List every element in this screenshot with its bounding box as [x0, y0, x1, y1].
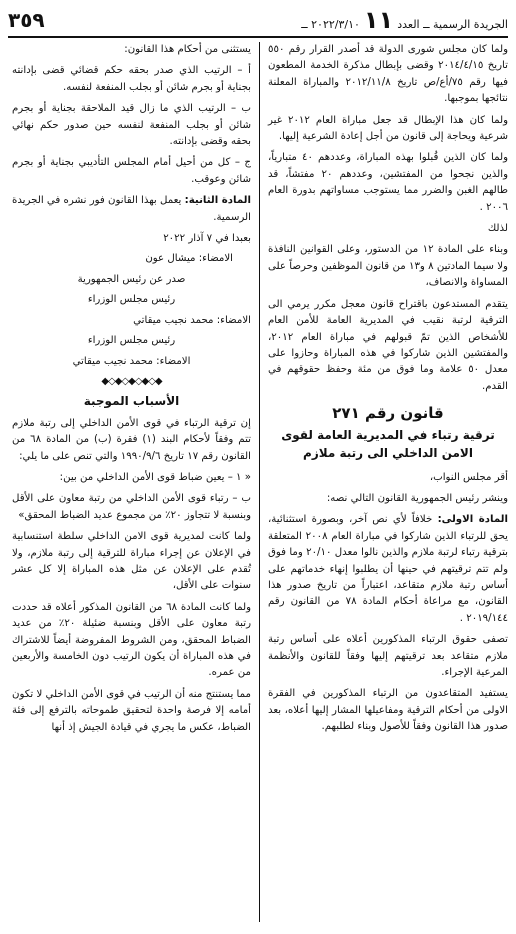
paragraph: ولما كان مجلس شورى الدولة قد أصدر القرار رقم ٥٥٠ تاريخ ٢٠١٤/٤/١٥ وقضى بإبطال مذكرة الخدمة المطعون فيها رقم ٧٥/أع/ص تاريخ ٢٠١٢/١١/٨ والمباراة المعلنة نتائجها بموجبها. [268, 44, 508, 105]
signature: الامضاء: محمد نجيب ميقاتي [133, 314, 251, 326]
signature: الامضاء: محمد نجيب ميقاتي [72, 355, 191, 367]
pm-title: رئيس مجلس الوزراء [87, 294, 176, 306]
article-2 [12, 193, 251, 226]
preamble: وينشر رئيس الجمهورية القانون التالي نصه: [326, 492, 508, 504]
article-text: يعمل بهذا القانون فور نشره في الجريدة الرسمية. [12, 195, 251, 223]
pm-title: رئيس مجلس الوزراء [87, 335, 176, 347]
paragraph: تصفى حقوق الرتباء المذكورين أعلاه على أساس رتبة ملازم متقاعد بعد ترقيتهم إليها وفقاً للقانون والأنظمة المرعية الإجراء. [268, 634, 508, 678]
exceptions-intro: يستثنى من أحكام هذا القانون: [124, 44, 251, 55]
paragraph: ولما كانت المادة ٦٨ من القانون المذكور أعلاه قد حددت رتبة معاون على الأقل وبنسبة ضئيلة ٢٠٪ من عديد الضباط المحقق، ومن الشروط المفروضة أيضاً للاشتراك في هذه المباراة أن يكون الرتيب دون الخامسة والأربعين من عمره. [12, 601, 251, 679]
paragraph: إن ترقية الرتباء في قوى الأمن الداخلي إلى رتبة ملازم تتم وفقاً لأحكام البند (١) فقرة (ب) من المادة ٦٨ من القانون رقم ١٧ تاريخ ١٩٩٠/٩/٦ والتي تنص على ما يلي: [12, 417, 251, 462]
gazette-title: الجريدة الرسمية ــ العدد [397, 18, 508, 31]
quote: « ١ – يعين ضباط قوى الأمن الداخلي من بين: [59, 471, 251, 483]
law-title: قانون رقم ٢٧١ [332, 404, 444, 423]
article-text: خلافاً لأي نص آخر، وبصورة استثنائية، يحق للرتباء الذين شاركوا في مباراة العام ٢٠٠٨ المتعلقة بترقية رتباء لرتبة ملازم والذين نالوا معدل ٢٠/١٠ وما فوق ولم تتم ترقيتهم في حينها أن يطلبوا إنهاء خدماتهم على أساس رتبة ملازم متقاعد، اعتباراً من تاريخ صدور هذا القانون، مع مراعاة أحكام المادة ٧٨ من القانون رقم ٢٠١٩/١٤٤ . [268, 514, 508, 624]
right-column [260, 42, 508, 922]
paragraph: يتقدم المستدعون باقتراح قانون معجل مكرر يرمي الى الترقية لرتبة نقيب في المديرية العامة للأمن العام للأشخاص الذين تمّ قبولهم في مباراة العام ٢٠١٢، والمفتشين الذين شاركوا في هذه المباراة وحازوا على معدل ٥٠ علامة وما فوق من مئة وحفظ حقوقهم في القدم. [268, 298, 509, 392]
page-number: ٣٥٩ [8, 8, 45, 32]
paragraph: مما يستنتج منه أن الرتيب في قوى الأمن الداخلي لا تكون أمامه إلا فرصة واحدة لتحقيق طموحاته بالترفع إلى فئة الضباط، عكس ما يجري في قيادة الجيش إذ أنها [12, 688, 251, 733]
issued-by: صدر عن رئيس الجمهورية [77, 273, 186, 285]
signature: الامضاء: ميشال عون [145, 253, 233, 265]
gazette-masthead [301, 8, 508, 32]
reasons-title: الأسباب الموجبة [83, 394, 180, 409]
section-divider: ◆◇◆◇◆◇◆◇◆ [101, 375, 162, 387]
preamble: أقر مجلس النواب، [429, 471, 508, 483]
header-rule [8, 36, 508, 38]
paragraph: ولما كان الذين قُبلوا بهذه المباراة، وعددهم ٤٠ متبارياً، والذين نجحوا من المفتشين، وعددهم ٢٠ مفتشاً، قد طالهم الغبن والضرر مما يستوجب مساواتهم بدورة العام ٢٠٠٦ . [268, 152, 508, 213]
paragraph: يستفيد المتقاعدون من الرتباء المذكورين في الفقرة الاولى من أحكام الترقية ومفاعيلها المشار إليها أعلاه، بعد صدور هذا القانون وفقاً للأصول وبناء لطلبهم. [268, 688, 508, 733]
paragraph: لذلك [487, 223, 508, 235]
quote: ب – رتباء قوى الأمن الداخلي من رتبة معاون على الأقل وبنسبة لا تتجاوز ٢٠٪ من مجموع عديد الضباط المحقق» [12, 493, 251, 521]
article-label: المادة الثانية: [184, 195, 251, 207]
paragraph: ولما كانت لمديرية قوى الامن الداخلي سلطة استنسابية في الإعلان عن إجراء مباراة للترقية إلى رتبة ملازم، ولا تُقدم على الإعلان عن مثل هذه المباراة إلا كل عشر سنوات على الأقل، [12, 531, 251, 592]
paragraph: وبناء على المادة ١٢ من الدستور، وعلى القوانين النافذة ولا سيما المادتين ٨ و١٣ من قانون الموظفين وحرصاً على المساواة والانصاف، [268, 244, 508, 289]
page-header [8, 6, 508, 34]
date-line: بعبدا في ٧ آذار ٢٠٢٢ [163, 233, 251, 245]
exception-item: أ – الرتيب الذي صدر بحقه حكم قضائي قضى بإدانته بجناية أو بجرم شائن أو بجلب المنفعة لنفسه. [12, 65, 251, 93]
article-label: المادة الاولى: [437, 514, 508, 526]
law-subtitle: ترقية رتباء في المديرية العامة لقوى الامن الداخلي الى رتبة ملازم [281, 427, 495, 460]
exception-item: ب – الرتيب الذي ما زال قيد الملاحقة بجناية أو بجرم شائن أو بجلب المنفعة لنفسه حين صدور حكم نهائي بحقه وقضى بإدانته. [12, 103, 251, 148]
article-1 [268, 512, 508, 627]
exception-item: ج – كل من أحيل أمام المجلس التأديبي بجناية أو بجرم شائن وعوقب. [12, 157, 251, 185]
issue-number: ١١ [363, 6, 394, 34]
issue-date: ٢٠٢٢/٣/١٠ ــ [301, 18, 360, 31]
paragraph: ولما كان هذا الإبطال قد جعل مباراة العام ٢٠١٢ غير شرعية ويحاجة إلى قانون من أجل إعادة الشرعية إليها. [268, 114, 508, 143]
content-columns [8, 42, 508, 922]
left-column [12, 42, 260, 922]
